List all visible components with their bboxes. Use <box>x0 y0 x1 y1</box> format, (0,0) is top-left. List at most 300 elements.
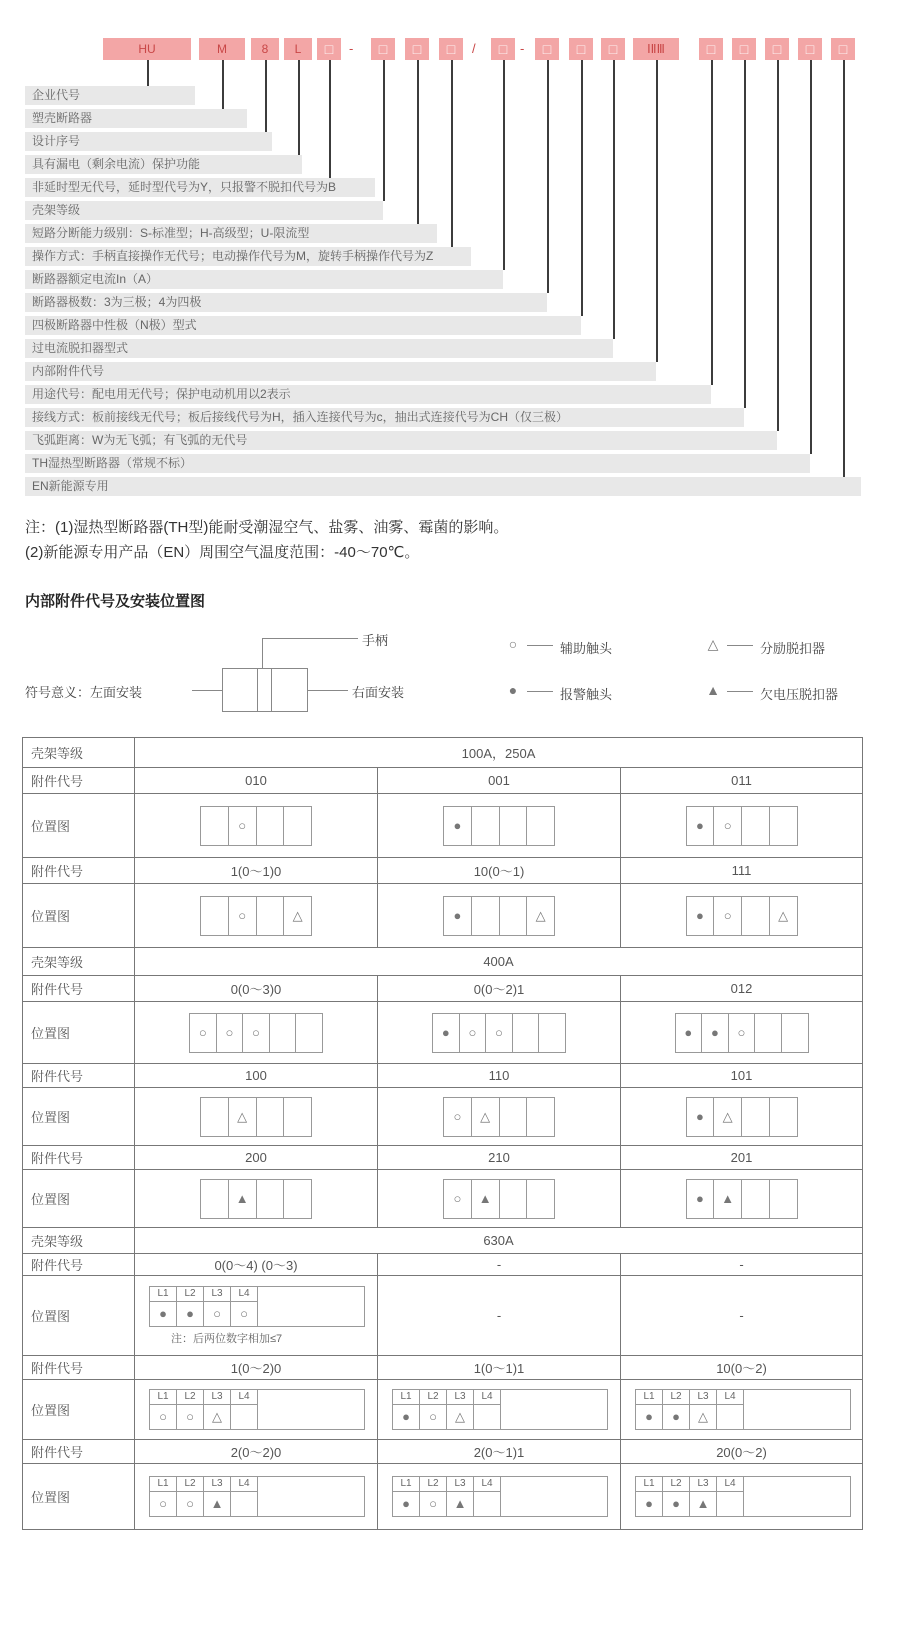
diagram-cell: ● <box>687 807 715 845</box>
connector-line <box>547 60 549 293</box>
code-box: □ <box>765 38 789 60</box>
row-header-position: 位置图 <box>23 1276 135 1356</box>
diagram-cell: △ <box>472 1098 500 1136</box>
table-row <box>23 1170 863 1228</box>
position-cell <box>621 1464 863 1530</box>
code-description: 塑壳断路器 <box>25 109 247 128</box>
code-box: □ <box>439 38 463 60</box>
accessory-code: 111 <box>621 858 863 884</box>
accessory-code: 2(0～2)0 <box>135 1440 378 1464</box>
diagram-cell <box>770 1098 797 1136</box>
row-header-frame: 壳架等级 <box>23 738 135 768</box>
accessory-code: 0(0～2)1 <box>378 976 621 1002</box>
row-header-frame: 壳架等级 <box>23 948 135 976</box>
connector-line <box>777 60 779 431</box>
code-box: □ <box>317 38 341 60</box>
l-column-label: L2 <box>663 1390 690 1405</box>
diagram-cell <box>257 1180 285 1218</box>
diagram-cell: ● <box>393 1492 420 1516</box>
diagram-cell: △ <box>447 1405 474 1429</box>
diagram-cell: ○ <box>190 1014 217 1052</box>
row-header-code: 附件代号 <box>23 1440 135 1464</box>
breaker-divider <box>271 669 272 711</box>
code-box: □ <box>732 38 756 60</box>
position-cell <box>135 1276 378 1356</box>
diagram-cell: ● <box>702 1014 729 1052</box>
position-diagram-l <box>149 1389 365 1430</box>
code-separator: / <box>472 41 476 56</box>
undervoltage-release-label: 欠电压脱扣器 <box>760 687 839 702</box>
diagram-cell: ▲ <box>447 1492 474 1516</box>
position-cell <box>378 1464 621 1530</box>
l-column-label: L3 <box>690 1390 717 1405</box>
diagram-cell <box>296 1014 322 1052</box>
diagram-cell: ○ <box>714 807 742 845</box>
accessory-code: 20(0～2) <box>621 1440 863 1464</box>
table-row <box>23 1002 863 1064</box>
diagram-cell: ▲ <box>472 1180 500 1218</box>
diagram-cell: ○ <box>150 1492 177 1516</box>
position-cell <box>135 1170 378 1228</box>
row-header-position: 位置图 <box>23 794 135 858</box>
diagram-cell: △ <box>229 1098 257 1136</box>
row-header-frame: 壳架等级 <box>23 1228 135 1254</box>
diagram-cell: △ <box>714 1098 742 1136</box>
position-cell <box>621 1088 863 1146</box>
connector-line <box>383 60 385 201</box>
diagram-cell <box>742 1098 770 1136</box>
accessory-code: 10(0～1) <box>378 858 621 884</box>
legend-dash <box>727 691 753 692</box>
position-dash: - <box>378 1276 621 1356</box>
connector-line <box>581 60 583 316</box>
l-symbol-row <box>150 1405 258 1429</box>
connector-line <box>417 60 419 224</box>
row-header-code: 附件代号 <box>23 858 135 884</box>
position-cell <box>621 1170 863 1228</box>
l-header-row <box>150 1287 258 1302</box>
position-cell <box>378 1088 621 1146</box>
table-row <box>23 738 863 768</box>
l-column-label: L1 <box>150 1477 177 1492</box>
accessory-code: 2(0～1)1 <box>378 1440 621 1464</box>
code-box: M <box>199 38 245 60</box>
l-column-label: L4 <box>717 1390 744 1405</box>
table-row <box>23 858 863 884</box>
position-cell <box>135 794 378 858</box>
diagram-cell <box>770 1180 797 1218</box>
accessory-code: 1(0～1)0 <box>135 858 378 884</box>
position-diagram-l <box>635 1389 851 1430</box>
code-description: 四极断路器中性极（N极）型式 <box>25 316 581 335</box>
l-column-label: L1 <box>636 1390 663 1405</box>
code-box: □ <box>491 38 515 60</box>
position-diagram <box>686 896 798 936</box>
code-box: □ <box>699 38 723 60</box>
diagram-cell <box>201 1098 229 1136</box>
l-column-label: L1 <box>393 1477 420 1492</box>
diagram-cell: ○ <box>714 897 742 935</box>
code-box: □ <box>798 38 822 60</box>
diagram-cell: ▲ <box>714 1180 742 1218</box>
diagram-cell: △ <box>292 907 303 923</box>
accessory-code: 210 <box>378 1146 621 1170</box>
row-header-position: 位置图 <box>23 884 135 948</box>
diagram-cell <box>472 897 500 935</box>
position-diagram-l <box>392 1389 608 1430</box>
connector-line <box>744 60 746 408</box>
position-cell <box>378 1002 621 1064</box>
position-cell <box>621 1002 863 1064</box>
diagram-cell: ▲ <box>690 1492 717 1516</box>
position-diagram <box>432 1013 566 1053</box>
code-separator: - <box>520 41 525 56</box>
position-diagram <box>200 896 312 936</box>
diagram-cell: ● <box>177 1302 204 1326</box>
code-description: EN新能源专用 <box>25 477 861 496</box>
diagram-cell <box>284 1098 311 1136</box>
table-row <box>23 976 863 1002</box>
diagram-cell: ○ <box>444 1098 472 1136</box>
diagram-cell <box>257 1098 285 1136</box>
diagram-cell: ○ <box>460 1014 487 1052</box>
diagram-cell <box>231 1405 258 1429</box>
position-cell <box>621 794 863 858</box>
table-row <box>23 884 863 948</box>
diagram-cell: △ <box>778 907 789 923</box>
code-description: 断路器极数：3为三极；4为四极 <box>25 293 547 312</box>
connector-line <box>265 60 267 132</box>
legend-dash <box>527 691 553 692</box>
diagram-cell <box>755 1014 782 1052</box>
position-cell <box>135 1088 378 1146</box>
l-column-label: L1 <box>150 1390 177 1405</box>
left-connector-line <box>192 690 222 691</box>
l-column-label: L1 <box>636 1477 663 1492</box>
position-cell <box>135 1464 378 1530</box>
accessory-code: 200 <box>135 1146 378 1170</box>
diagram-cell <box>201 807 229 845</box>
code-box: 8 <box>251 38 279 60</box>
accessory-code: 0(0～4) (0～3) <box>135 1254 378 1276</box>
diagram-cell <box>500 807 528 845</box>
accessory-code: 0(0～3)0 <box>135 976 378 1002</box>
diagram-note: 注：后两位数字相加≤7 <box>171 1332 283 1345</box>
position-diagram-l <box>392 1476 608 1517</box>
connector-line <box>613 60 615 339</box>
diagram-cell: ○ <box>217 1014 244 1052</box>
l-header-row <box>150 1477 258 1492</box>
diagram-cell: ○ <box>729 1014 756 1052</box>
code-description: 飞弧距离：W为无飞弧；有飞弧的无代号 <box>25 431 777 450</box>
note-line-2: (2)新能源专用产品（EN）周围空气温度范围：-40～70℃。 <box>25 544 420 561</box>
position-cell <box>378 884 621 948</box>
meaning-right-label: 右面安装 <box>352 685 405 700</box>
diagram-cell <box>742 1180 770 1218</box>
diagram-cell: ○ <box>177 1405 204 1429</box>
connector-line <box>711 60 713 385</box>
l-symbol-row <box>393 1492 501 1516</box>
diagram-cell <box>527 1180 554 1218</box>
diagram-cell <box>257 897 285 935</box>
diagram-cell <box>500 1098 528 1136</box>
diagram-cell: ○ <box>486 1014 513 1052</box>
position-diagram <box>443 1097 555 1137</box>
diagram-cell <box>270 1014 297 1052</box>
l-column-label: L3 <box>447 1390 474 1405</box>
l-column-label: L2 <box>420 1390 447 1405</box>
diagram-cell <box>527 1098 554 1136</box>
l-column-label: L2 <box>663 1477 690 1492</box>
code-box: □ <box>569 38 593 60</box>
position-diagram-l <box>149 1286 365 1327</box>
alarm-contact-icon: ● <box>508 682 518 698</box>
position-diagram <box>443 896 555 936</box>
l-column-label: L2 <box>177 1287 204 1302</box>
code-description: 内部附件代号 <box>25 362 656 381</box>
table-row <box>23 1380 863 1440</box>
alarm-contact-label: 报警触头 <box>560 687 613 702</box>
accessory-code: 100 <box>135 1064 378 1088</box>
diagram-cell <box>284 807 311 845</box>
diagram-cell: ● <box>636 1492 663 1516</box>
legend-dash <box>727 645 753 646</box>
accessory-code: 1(0～1)1 <box>378 1356 621 1380</box>
code-description: 非延时型无代号，延时型代号为Y，只报警不脱扣代号为B <box>25 178 375 197</box>
position-cell <box>135 1380 378 1440</box>
diagram-cell <box>717 1405 744 1429</box>
diagram-cell: ○ <box>243 1014 270 1052</box>
diagram-cell <box>742 807 770 845</box>
diagram-cell <box>770 807 797 845</box>
diagram-cell: ○ <box>229 897 257 935</box>
row-header-position: 位置图 <box>23 1380 135 1440</box>
accessory-code: 201 <box>621 1146 863 1170</box>
code-box: □ <box>371 38 395 60</box>
l-symbol-row <box>636 1405 744 1429</box>
aux-contact-icon: ○ <box>508 636 518 652</box>
l-column-label: L2 <box>177 1390 204 1405</box>
diagram-cell <box>474 1405 501 1429</box>
accessory-position-table <box>22 737 863 1530</box>
code-description: 过电流脱扣器型式 <box>25 339 613 358</box>
diagram-cell: ○ <box>204 1302 231 1326</box>
diagram-cell: △ <box>204 1405 231 1429</box>
diagram-cell: ● <box>687 1180 715 1218</box>
position-diagram-l <box>149 1476 365 1517</box>
code-description: 操作方式：手柄直接操作无代号；电动操作代号为M，旋转手柄操作代号为Z <box>25 247 471 266</box>
section-title: 内部附件代号及安装位置图 <box>25 593 206 610</box>
diagram-cell: ○ <box>231 1302 258 1326</box>
diagram-cell: ○ <box>420 1492 447 1516</box>
diagram-cell <box>201 1180 229 1218</box>
accessory-code: 1(0～2)0 <box>135 1356 378 1380</box>
handle-leader-line <box>262 638 263 668</box>
l-column-label: L3 <box>204 1390 231 1405</box>
accessory-code: 010 <box>135 768 378 794</box>
l-column-label: L2 <box>177 1477 204 1492</box>
l-header-row <box>393 1390 501 1405</box>
meaning-left-label: 符号意义：左面安装 <box>25 685 143 700</box>
accessory-code: 10(0～2) <box>621 1356 863 1380</box>
table-row <box>23 768 863 794</box>
l-column-label: L4 <box>231 1390 258 1405</box>
l-column-label: L1 <box>150 1287 177 1302</box>
code-description: 用途代号：配电用无代号；保护电动机用以2表示 <box>25 385 711 404</box>
l-column-label: L3 <box>204 1287 231 1302</box>
table-row <box>23 1254 863 1276</box>
accessory-code: 110 <box>378 1064 621 1088</box>
connector-line <box>222 60 224 109</box>
l-column-label: L3 <box>447 1477 474 1492</box>
diagram-cell <box>201 897 229 935</box>
accessory-code: 012 <box>621 976 863 1002</box>
l-symbol-row <box>636 1492 744 1516</box>
position-diagram-l <box>635 1476 851 1517</box>
diagram-cell: ○ <box>444 1180 472 1218</box>
code-description: 设计序号 <box>25 132 272 151</box>
table-row <box>23 1464 863 1530</box>
row-header-code: 附件代号 <box>23 1064 135 1088</box>
breaker-outline <box>222 668 308 712</box>
l-column-label: L4 <box>717 1477 744 1492</box>
table-row <box>23 1064 863 1088</box>
position-diagram <box>686 1179 798 1219</box>
position-dash: - <box>621 1276 863 1356</box>
l-symbol-row <box>150 1492 258 1516</box>
position-cell <box>378 1380 621 1440</box>
table-row <box>23 1356 863 1380</box>
code-description: 断路器额定电流In（A） <box>25 270 503 289</box>
diagram-cell <box>231 1492 258 1516</box>
position-diagram <box>200 806 312 846</box>
breaker-divider <box>257 669 258 711</box>
position-diagram <box>675 1013 809 1053</box>
row-header-position: 位置图 <box>23 1464 135 1530</box>
connector-line <box>810 60 812 454</box>
table-row <box>23 1088 863 1146</box>
l-header-row <box>636 1477 744 1492</box>
row-header-code: 附件代号 <box>23 1146 135 1170</box>
code-description: 壳架等级 <box>25 201 383 220</box>
code-box: □ <box>535 38 559 60</box>
l-symbol-row <box>150 1302 258 1326</box>
l-header-row <box>150 1390 258 1405</box>
aux-contact-label: 辅助触头 <box>560 641 613 656</box>
diagram-cell: ● <box>687 897 715 935</box>
connector-line <box>298 60 300 155</box>
code-description: 接线方式：板前接线无代号；板后接线代号为H，插入连接代号为c，抽出式连接代号为CH（仅三极） <box>25 408 744 427</box>
diagram-cell <box>500 1180 528 1218</box>
table-row <box>23 948 863 976</box>
diagram-cell: ▲ <box>204 1492 231 1516</box>
diagram-cell: ● <box>663 1492 690 1516</box>
diagram-cell: ● <box>393 1405 420 1429</box>
position-diagram <box>686 806 798 846</box>
diagram-cell: ● <box>687 1098 715 1136</box>
diagram-cell: ● <box>150 1302 177 1326</box>
diagram-cell: △ <box>690 1405 717 1429</box>
note-line-1: 注：(1)湿热型断路器(TH型)能耐受潮湿空气、盐雾、油雾、霉菌的影响。 <box>25 519 509 536</box>
diagram-cell <box>717 1492 744 1516</box>
l-header-row <box>393 1477 501 1492</box>
l-column-label: L2 <box>420 1477 447 1492</box>
diagram-cell: ○ <box>420 1405 447 1429</box>
position-diagram <box>686 1097 798 1137</box>
code-box: L <box>284 38 312 60</box>
accessory-code: 101 <box>621 1064 863 1088</box>
code-description: TH湿热型断路器（常规不标） <box>25 454 810 473</box>
diagram-cell: ● <box>636 1405 663 1429</box>
connector-line <box>503 60 505 270</box>
connector-line <box>656 60 658 362</box>
frame-value: 100A，250A <box>135 738 863 768</box>
code-description: 短路分断能力级别：S-标准型；H-高级型；U-限流型 <box>25 224 437 243</box>
position-cell <box>621 884 863 948</box>
undervoltage-release-icon: ▲ <box>706 682 720 698</box>
row-header-position: 位置图 <box>23 1170 135 1228</box>
accessory-code: 001 <box>378 768 621 794</box>
diagram-cell: ● <box>433 1014 460 1052</box>
position-diagram <box>189 1013 323 1053</box>
row-header-code: 附件代号 <box>23 1254 135 1276</box>
l-column-label: L3 <box>204 1477 231 1492</box>
diagram-cell <box>257 807 285 845</box>
position-cell <box>378 1170 621 1228</box>
position-diagram <box>200 1179 312 1219</box>
accessory-code: 011 <box>621 768 863 794</box>
code-box: HU <box>103 38 191 60</box>
frame-value: 630A <box>135 1228 863 1254</box>
row-header-code: 附件代号 <box>23 976 135 1002</box>
diagram-cell <box>284 1180 311 1218</box>
diagram-cell: ● <box>444 897 472 935</box>
diagram-cell: ● <box>676 1014 703 1052</box>
connector-line <box>451 60 453 247</box>
diagram-cell: △ <box>535 907 546 923</box>
row-header-position: 位置图 <box>23 1002 135 1064</box>
diagram-cell <box>539 1014 565 1052</box>
l-column-label: L4 <box>231 1477 258 1492</box>
diagram-cell <box>742 897 770 935</box>
diagram-cell: ○ <box>150 1405 177 1429</box>
connector-line <box>843 60 845 477</box>
position-cell <box>135 1002 378 1064</box>
diagram-cell: ● <box>444 807 472 845</box>
position-cell <box>135 884 378 948</box>
diagram-cell: ○ <box>177 1492 204 1516</box>
l-column-label: L1 <box>393 1390 420 1405</box>
table-row <box>23 1440 863 1464</box>
position-diagram <box>443 806 555 846</box>
position-cell <box>621 1380 863 1440</box>
table-row <box>23 1146 863 1170</box>
l-symbol-row <box>393 1405 501 1429</box>
l-column-label: L4 <box>474 1390 501 1405</box>
position-diagram <box>200 1097 312 1137</box>
row-header-code: 附件代号 <box>23 768 135 794</box>
l-column-label: L4 <box>474 1477 501 1492</box>
code-description: 企业代号 <box>25 86 195 105</box>
code-box: □ <box>831 38 855 60</box>
diagram-cell: ○ <box>229 807 257 845</box>
code-box: □ <box>405 38 429 60</box>
shunt-release-icon: △ <box>707 636 719 652</box>
diagram-cell <box>527 807 554 845</box>
l-column-label: L4 <box>231 1287 258 1302</box>
code-box: □ <box>601 38 625 60</box>
shunt-release-label: 分励脱扣器 <box>760 641 826 656</box>
